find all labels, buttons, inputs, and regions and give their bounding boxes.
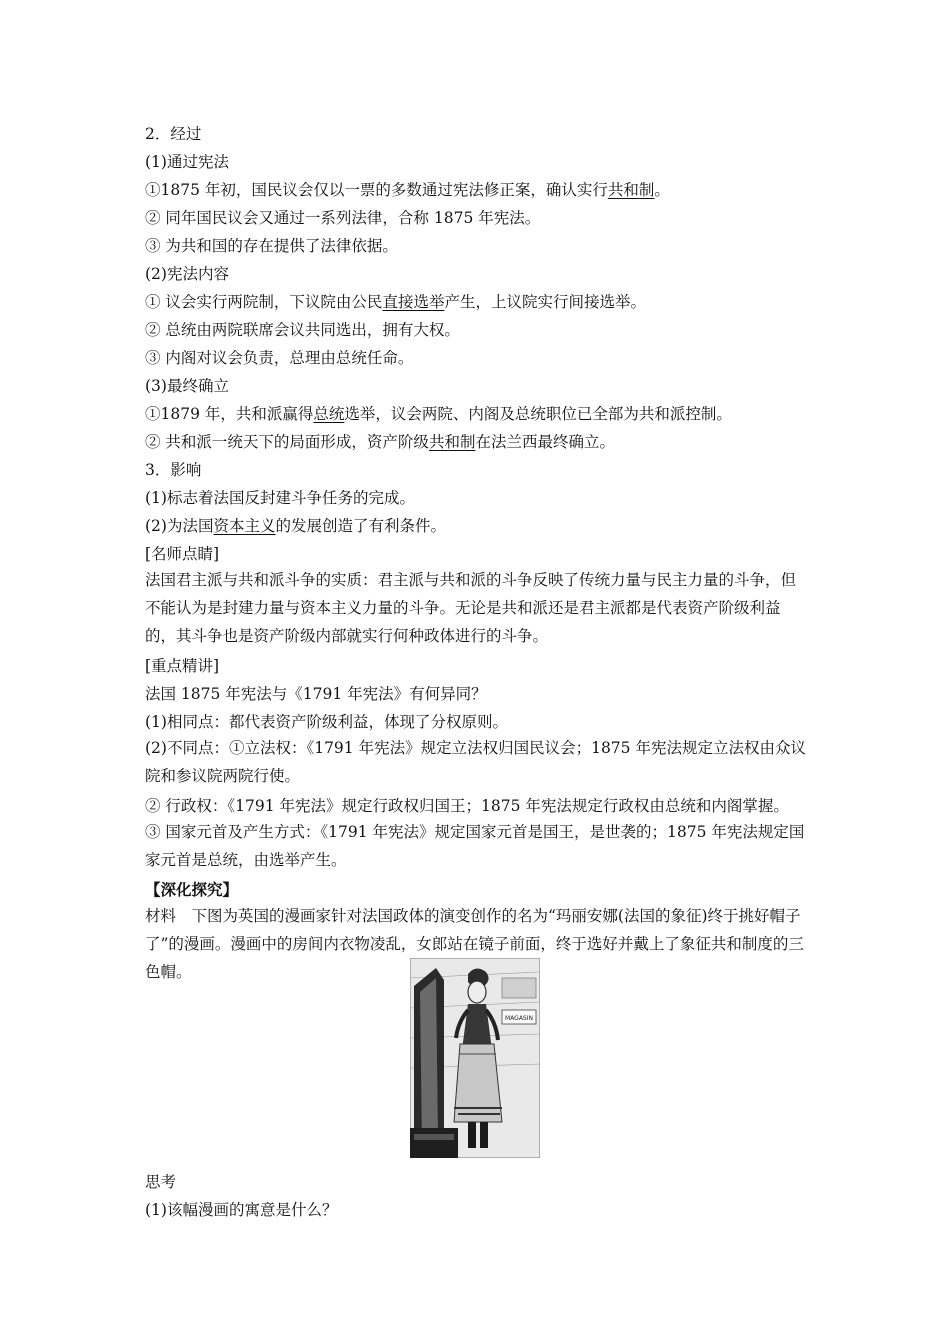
label-teacher-note: [名师点睛] xyxy=(145,545,220,563)
underlined-term: 资本主义 xyxy=(213,517,276,535)
underlined-term: 直接选举 xyxy=(382,293,445,311)
text-line: ② 共和派一统天下的局面形成，资产阶级共和制在法兰西最终确立。 xyxy=(145,433,615,451)
text-line: ② 行政权：《1791 年宪法》规定行政权归国王；1875 年宪法规定行政权由总统和内阁掌握。 xyxy=(145,797,789,815)
svg-text:MAGASIN: MAGASIN xyxy=(505,1015,533,1022)
text-line: ①1879 年，共和派赢得总统选举，议会两院、内阁及总统职位已全部为共和派控制。 xyxy=(145,405,732,423)
paragraph-material: 材料 下图为英国的漫画家针对法国政体的演变创作的名为“玛丽安娜(法国的象征)终于挑好帽子了”的漫画。漫画中的房间内衣物凌乱，女郎站在镜子前面，终于选好并戴上了象征共和制度的三色帽。 xyxy=(145,907,804,981)
question-1: (1)该幅漫画的寓意是什么？ xyxy=(145,1201,338,1219)
underlined-term: 共和制 xyxy=(607,181,655,199)
paragraph-differences: (2)不同点：①立法权：《1791 年宪法》规定立法权归国民议会；1875 年宪法规定立法权由众议院和参议院两院行使。 xyxy=(145,739,806,785)
underlined-term: 共和制 xyxy=(428,433,476,451)
subheading-final-establishment: (3)最终确立 xyxy=(145,377,229,395)
section-heading-impact: 3．影响 xyxy=(145,461,202,479)
underlined-term: 总统 xyxy=(313,405,345,423)
subheading-constitution-content: (2)宪法内容 xyxy=(145,265,229,283)
text-line: ② 总统由两院联席会议共同选出，拥有大权。 xyxy=(145,321,460,339)
text-line: ③ 内阁对议会负责，总理由总统任命。 xyxy=(145,349,414,367)
text-line: ③ 为共和国的存在提供了法律依据。 xyxy=(145,237,398,255)
subheading-pass-constitution: (1)通过宪法 xyxy=(145,153,229,171)
section-heading-process: 2．经过 xyxy=(145,125,202,143)
paragraph-teacher-note: 法国君主派与共和派斗争的实质：君主派与共和派的斗争反映了传统力量与民主力量的斗争，但不能认为是封建力量与资本主义力量的斗争。无论是共和派还是君主派都是代表资产阶级利益的，其斗争也是资产阶级内部就实行何种政体进行的斗争。 xyxy=(145,571,797,645)
key-question: 法国 1875 年宪法与《1791 年宪法》有何异同？ xyxy=(145,685,487,703)
label-key-points: [重点精讲] xyxy=(145,657,220,675)
label-think: 思考 xyxy=(145,1173,177,1191)
text-line: (1)相同点：都代表资产阶级利益，体现了分权原则。 xyxy=(145,713,508,731)
text-line: (2)为法国资本主义的发展创造了有利条件。 xyxy=(145,517,446,535)
text-line: ① 议会实行两院制，下议院由公民直接选举产生，上议院实行间接选举。 xyxy=(145,293,646,311)
text-line: (1)标志着法国反封建斗争任务的完成。 xyxy=(145,489,415,507)
label-deep-inquiry: 【深化探究】 xyxy=(145,880,239,899)
text-line: ② 同年国民议会又通过一系列法律，合称 1875 年宪法。 xyxy=(145,209,541,227)
text-line: ①1875 年初，国民议会仅以一票的多数通过宪法修正案，确认实行共和制。 xyxy=(145,181,670,199)
cartoon-illustration xyxy=(410,958,540,1158)
paragraph-head-of-state: ③ 国家元首及产生方式：《1791 年宪法》规定国家元首是国王，是世袭的；1875 年宪法规定国家元首是总统，由选举产生。 xyxy=(145,823,805,869)
